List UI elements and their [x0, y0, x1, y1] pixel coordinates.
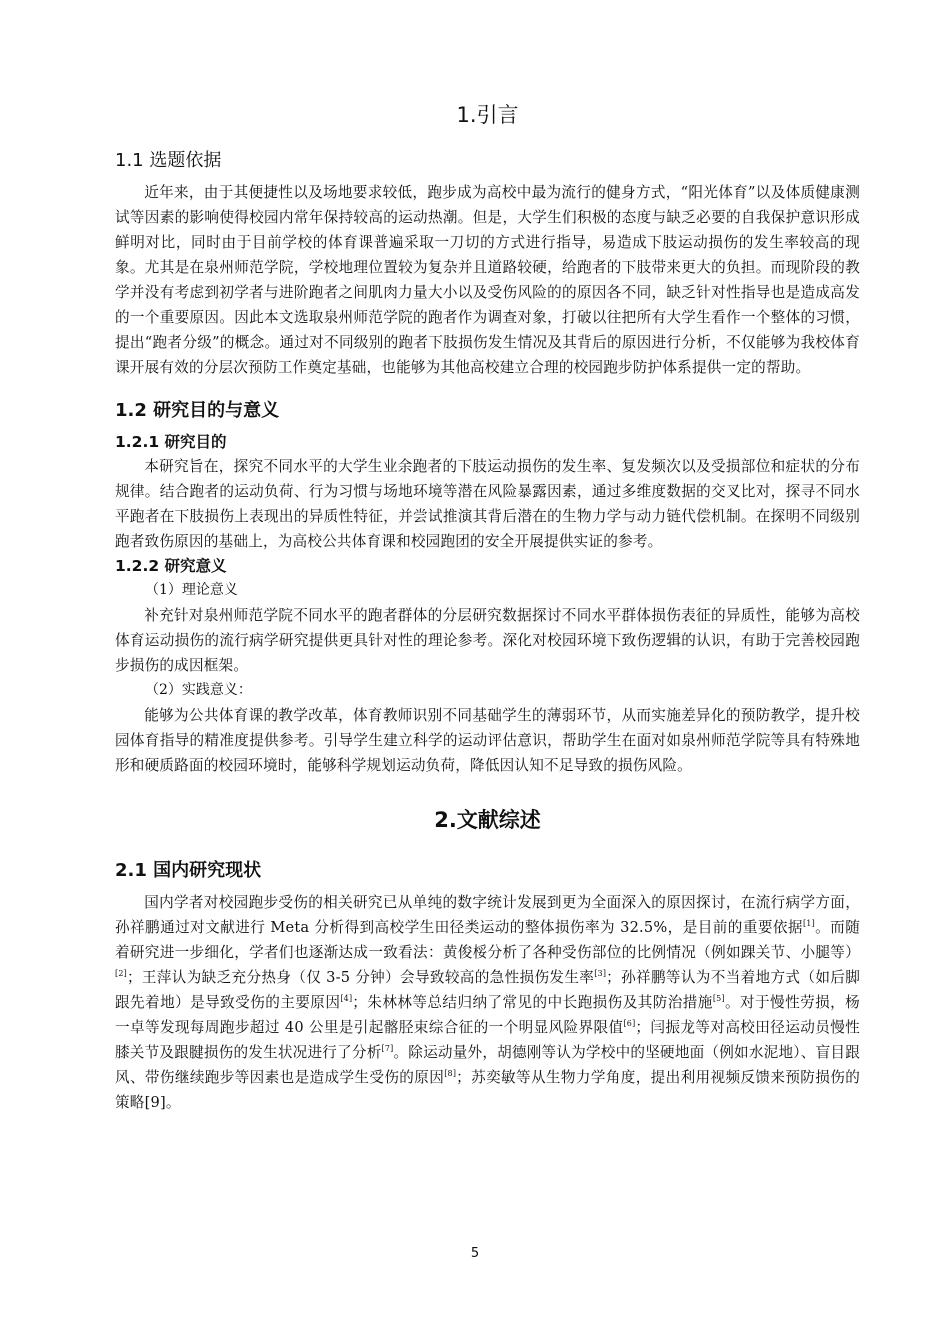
text-run: 。除运动量外，胡德刚等认为学校中的坚硬地面（例如水泥地）、盲目跟风、带伤继续跑步等因素也是造成学生受伤的原因: [115, 1044, 860, 1086]
citation-ref-8: [8]: [444, 1069, 457, 1079]
section-1-1-paragraph: 近年来，由于其便捷性以及场地要求较低，跑步成为高校中最为流行的健身方式，“阳光体育”以及体质健康测试等因素的影响使得校园内常年保持较高的运动热潮。但是，大学生们积极的态度与缺乏必要的自我保护意识形成鲜明对比，同时由于目前学校的体育课普遍采取一刀切的方式进行指导，易造成下肢运动损伤的发生率较高的现象。尤其是在泉州师范学院，学校地理位置较为复杂并且道路较硬，给跑者的下肢带来更大的负担。而现阶段的教学并没有考虑到初学者与进阶跑者之间肌肉力量大小以及受伤风险的的原因各不同，缺乏针对性指导也是造成高发的一个重要原因。因此本文选取泉州师范学院的跑者作为调查对象，打破以往把所有大学生看作一个整体的习惯，提出“跑者分级”的概念。通过对不同级别的跑者下肢损伤发生情况及其背后的原因进行分析，不仅能够为我校体育课开展有效的分层次预防工作奠定基础，也能够为其他高校建立合理的校园跑步防护体系提供一定的帮助。: [115, 184, 860, 376]
citation-ref-4: [4]: [340, 994, 353, 1004]
citation-ref-5: [5]: [712, 994, 725, 1004]
text-run: ；朱林林等总结归纳了常见的中长跑损伤及其防治措施: [352, 994, 713, 1011]
text-run: ；苏奕敏等从生物力学角度，提出利用视频反馈来预防损伤的策略[9]。: [115, 1069, 860, 1111]
section-1-1-title: 1.1 选题依据: [115, 150, 222, 171]
chapter-2-title: 2.文献综述: [434, 808, 541, 832]
text-run: 国内学者对校园跑步受伤的相关研究已从单纯的数字统计发展到更为全面深入的原因探讨，在流行病学方面，孙祥鹏通过对文献进行 Meta 分析得到高校学生田径类运动的整体损伤率为 32.5%，是目前的重要依据: [115, 894, 860, 936]
text-run: ；王萍认为缺乏充分热身（仅 3-5 分钟）会导致较高的急性损伤发生率: [126, 969, 595, 986]
page-content: [115, 95, 860, 1115]
text-run: ；孙祥鹏等认为不当着地方式（如后脚跟先着地）是导致受伤的主要原因: [115, 969, 860, 1011]
section-2-1-title: 2.1 国内研究现状: [115, 860, 262, 881]
section-1-2-1-title: 1.2.1 研究目的: [115, 433, 227, 451]
theory-significance-label: （1）理论意义: [145, 582, 238, 598]
text-run: ；闫振龙等对高校田径运动员慢性膝关节及跟腱损伤的发生状况进行了分析: [115, 1019, 860, 1061]
citation-ref-1: [1]: [802, 919, 815, 929]
section-1-2-1-paragraph: 本研究旨在，探究不同水平的大学生业余跑者的下肢运动损伤的发生率、复发频次以及受损部位和症状的分布规律。结合跑者的运动负荷、行为习惯与场地环境等潜在风险暴露因素，通过多维度数据的交叉比对，探寻不同水平跑者在下肢损伤上表现出的异质性特征，并尝试推演其背后潜在的生物力学与动力链代偿机制。在探明不同级别跑者致伤原因的基础上，为高校公共体育课和校园跑团的安全开展提供实证的参考。: [115, 458, 860, 550]
text-run: 。对于慢性劳损，杨一卓等发现每周跑步超过 40 公里是引起髂胫束综合征的一个明显风险界限值: [115, 994, 860, 1036]
section-2-1-paragraph: [115, 890, 860, 1115]
practice-significance-label: （2）实践意义：: [145, 682, 252, 698]
citation-ref-6: [6]: [623, 1019, 636, 1029]
page-number: 5: [470, 1246, 480, 1261]
theory-significance-paragraph: 补充针对泉州师范学院不同水平的跑者群体的分层研究数据探讨不同水平群体损伤表征的异质性，能够为高校体育运动损伤的流行病学研究提供更具针对性的理论参考。深化对校园环境下致伤逻辑的认识，有助于完善校园跑步损伤的成因框架。: [115, 607, 860, 674]
citation-ref-2: [2]: [115, 969, 127, 979]
section-1-2-title: 1.2 研究目的与意义: [115, 400, 280, 421]
chapter-1-title: 1.引言: [456, 103, 519, 127]
text-run: 。而随着研究进一步细化，学者们也逐渐达成一致看法：黄俊桵分析了各种受伤部位的比例情况（例如踝关节、小腿等）: [115, 919, 860, 961]
citation-ref-7: [7]: [381, 1044, 394, 1054]
citation-ref-3: [3]: [594, 969, 607, 979]
practice-significance-paragraph: 能够为公共体育课的教学改革，体育教师识别不同基础学生的薄弱环节，从而实施差异化的预防教学，提升校园体育指导的精准度提供参考。引导学生建立科学的运动评估意识，帮助学生在面对如泉州师范学院等具有特殊地形和硬质路面的校园环境时，能够科学规划运动负荷，降低因认知不足导致的损伤风险。: [115, 707, 860, 774]
section-1-2-2-title: 1.2.2 研究意义: [115, 557, 227, 575]
